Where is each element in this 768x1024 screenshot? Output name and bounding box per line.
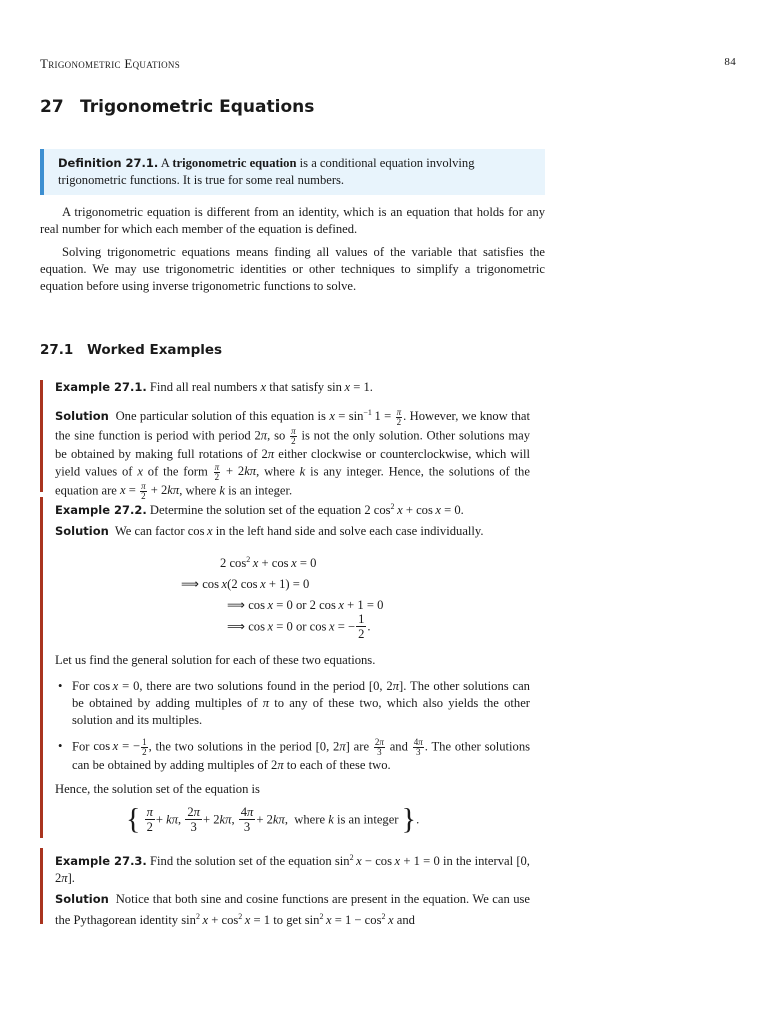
example-1-bar (40, 380, 43, 492)
page-number: 84 (724, 56, 736, 68)
section-number: 27 (40, 97, 64, 117)
example-3-solution: Solution Notice that both sine and cosine functions are present in the equation. We can use the Pythagorean identity $\sin^2 x + \cos^2 x = 1$ to get $\sin^2 x = 1 - \cos^2 x$ and (55, 892, 530, 928)
running-title: Trigonometric Equations (40, 56, 181, 71)
definition-label: Definition 27.1. (58, 156, 159, 170)
section-title-text: Trigonometric Equations (80, 97, 315, 117)
subsection-title-text: Worked Examples (87, 342, 223, 358)
equation-line-2: ⟹ cos x(2 cos x + 1) = 0 (181, 577, 310, 591)
equation-line-4: ⟹ cos x = 0 or cos x = − $\frac{1}{2}$ . (227, 612, 371, 641)
paragraph-solving: Solving trigonometric equations means finding all values of the variable that satisfies the equation. We may use trigonometric identities or other techniques to simplify a trigonometric equation before using inverse trigonometric functions to solve. (40, 245, 545, 293)
subsection-title (40, 342, 222, 358)
example-3-bar (40, 848, 43, 924)
example-2-hence: Hence, the solution set of the equation is (55, 782, 260, 796)
running-header (40, 56, 736, 72)
section-title (40, 97, 314, 117)
bullet-cos-zero: • For cos x = 0, there are two solutions found in the period [0, 2π]. The other solutions can be obtained by adding multiples of π to any of these two, which also yields the other solution and its multiples. (58, 679, 530, 727)
equation-line-1: 2 $\cos^2 x + \cos x = 0$ (220, 555, 317, 571)
example-1-statement: Example 27.1. Find all real numbers x that satisfy sin x = 1. (55, 380, 373, 394)
example-3-statement: Example 27.3. Find the solution set of the equation $\sin^2 x - \cos x + 1 = 0$ in the interval [0, 2π]. (55, 853, 530, 886)
definition-term: trigonometric equation (172, 156, 297, 170)
example-2-general-intro: Let us find the general solution for each of these two equations. (55, 653, 376, 667)
paragraph-identity: A trigonometric equation is different from an identity, which is an equation that holds for any real number for which each member of the equation is defined. (40, 205, 545, 236)
definition-box: Definition 27.1. A trigonometric equation is a conditional equation involving trigonometric functions. It is true for some real numbers. (40, 149, 545, 195)
subsection-number: 27.1 (40, 342, 74, 358)
example-2-solution-intro: Solution We can factor cos x in the left hand side and solve each case individually. (55, 524, 484, 538)
example-2-bar (40, 497, 43, 838)
example-1-solution: Solution One particular solution of this equation is $x = \sin^{-1} 1$ = $\frac{\pi}{2}$ . However, we know that the sine function is period with period 2π, so $\frac{\pi}{2}$ is not the only solution. Other solutions may be obtained by making full rotations of 2π either clockwise or counterclockwise, which will yield values of x of the form $\frac{\pi}{2}$ + 2kπ, where k is any integer. Hence, the solutions of the equation are x = $\frac{\pi}{2}$ + 2kπ, where k is an integer. (55, 406, 531, 501)
bullet-cos-neg-half: • For cos x = − $\frac{1}{2}$ , the two solutions in the period [0, 2π] are $\frac{2\pi}{3}$ and $\frac{4\pi}{3}$ . The other solutions can be obtained by adding multiples of 2π to each of these two. (58, 737, 531, 772)
solution-set-display: { $\frac{\pi}{2}$ + kπ, $\frac{2\pi}{3}$ + 2kπ, $\frac{4\pi}{3}$ + 2kπ, where k is an integer }. (126, 802, 420, 836)
equation-line-3: ⟹ cos x = 0 or 2 cos x + 1 = 0 (227, 598, 384, 612)
example-2-statement: Example 27.2. Determine the solution set of the equation 2 $\cos^2 x + \cos x = 0$. (55, 502, 464, 518)
